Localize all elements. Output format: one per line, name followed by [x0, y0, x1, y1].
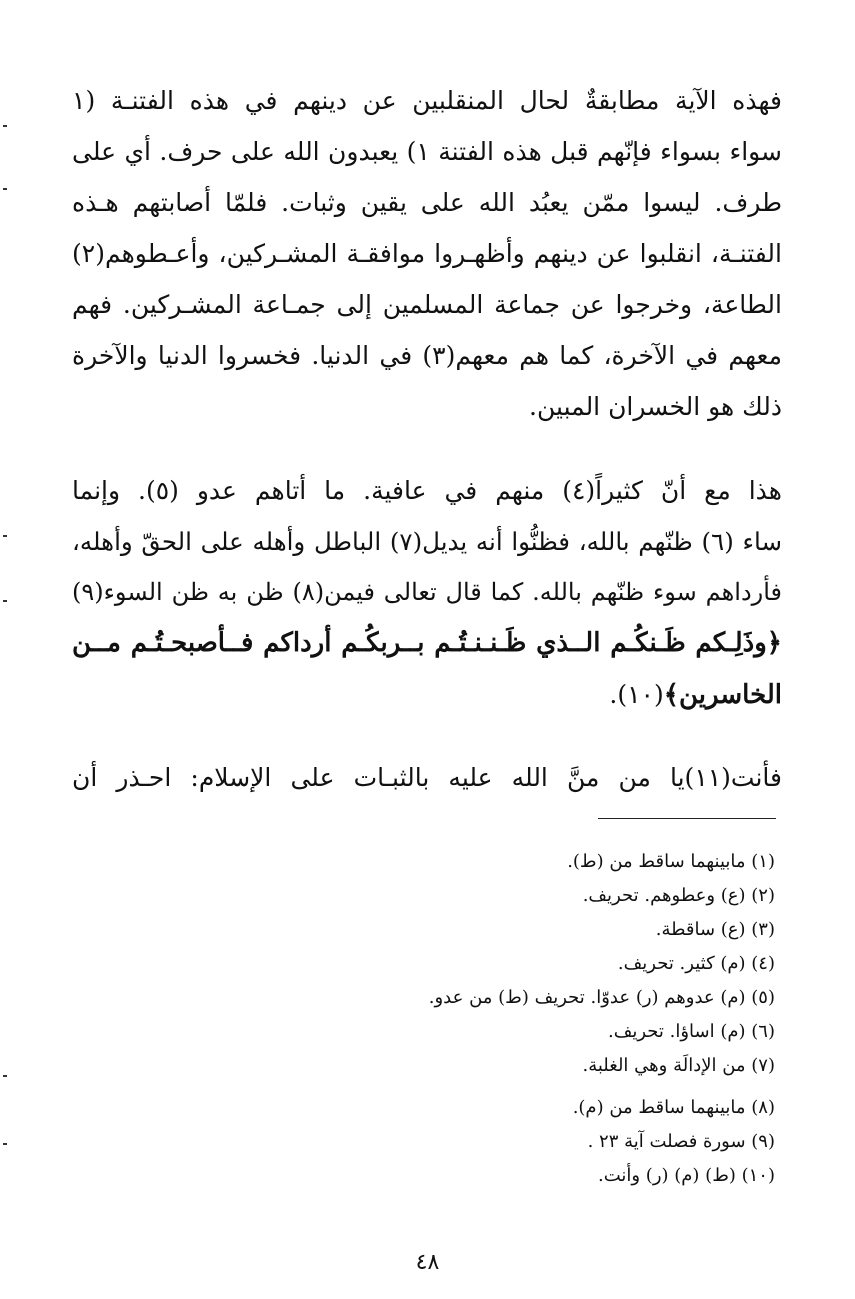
scan-mark	[3, 535, 7, 537]
footnote: (٩) سورة فصلت آية ٢٣ .	[587, 1131, 775, 1152]
footnote-separator	[598, 818, 776, 819]
text-line: فهذه الآية مطابقةٌ لحال المنقلبين عن دينهم في هذه الفتنـة (١	[72, 86, 782, 115]
footnotes	[275, 845, 775, 1193]
quran-verse-line: ﴿وذَلِـكم ظَـنكُـم الــذي ظَـنـنـتُـم بــربكُـم أرداكم فــأصبحـتُـم مــن	[72, 628, 782, 658]
paragraph-1	[72, 75, 782, 432]
text-line: معهم في الآخرة، كما هم معهم(٣) في الدنيا. فخسروا الدنيا والآخرة	[72, 341, 782, 370]
text-line: الطاعة، وخرجوا عن جماعة المسلمين إلى جمـاعة المشـركين. فهم	[72, 290, 782, 319]
quran-verse-end: الخاسرين﴾	[663, 680, 782, 710]
footnote: (٣) (ع) ساقطة.	[655, 919, 775, 940]
text-line: الفتنـة، انقلبوا عن دينهم وأظهـروا موافقـة المشـركين، وأعـطوهم(٢)	[72, 239, 782, 268]
footnote: (٥) (م) عدوهم (ر) عدوّا. تحريف (ط) من عدو.	[428, 987, 775, 1008]
scan-mark	[3, 600, 7, 602]
scan-mark	[3, 188, 7, 190]
text-line: ذلك هو الخسران المبين.	[529, 392, 782, 421]
footnote: (٧) من الإدالَة وهي الغلبة.	[582, 1055, 775, 1076]
quran-verse-line	[72, 669, 782, 721]
footnote: (١) مابينهما ساقط من (ط).	[567, 851, 775, 872]
footnote: (٦) (م) اساؤا. تحريف.	[608, 1021, 775, 1042]
footnote-ref: (١٠).	[609, 680, 664, 709]
scan-mark	[3, 1075, 7, 1077]
text-line: فأنت(١١)يا من منَّ الله عليه بالثبـات على الإسلام: احـذر أن	[72, 763, 782, 792]
scan-mark	[3, 1143, 7, 1145]
footnote: (٤) (م) كثير. تحريف.	[617, 953, 775, 974]
text-line: سواء بسواء فإنّهم قبل هذه الفتنة ١) يعبدون الله على حرف. أي على	[72, 137, 783, 166]
text-line: طرف. ليسوا ممّن يعبُد الله على يقين وثبات. فلمّا أصابتهم هـذه	[72, 188, 782, 217]
scan-mark	[3, 125, 7, 127]
footnote: (٢) (ع) وعطوهم. تحريف.	[582, 885, 775, 906]
footnote: (٨) مابينهما ساقط من (م).	[572, 1097, 775, 1118]
text-line: فأرداهم سوء ظنّهم بالله. كما قال تعالى فيمن(٨) ظن به ظن السوء(٩)	[72, 578, 783, 606]
text-line: هذا مع أنّ كثيراً(٤) منهم في عافية. ما أتاهم عدو (٥). وإنما	[72, 476, 782, 505]
text-line: ساء (٦) ظنّهم بالله، فظنُّوا أنه يديل(٧) الباطل وأهله على الحقّ وأهله،	[72, 527, 782, 556]
page-number: ٤٨	[415, 1250, 440, 1275]
paragraph-2	[72, 465, 782, 721]
paragraph-3	[72, 752, 782, 803]
footnote: (١٠) (ط) (م) (ر) وأنت.	[597, 1165, 775, 1186]
